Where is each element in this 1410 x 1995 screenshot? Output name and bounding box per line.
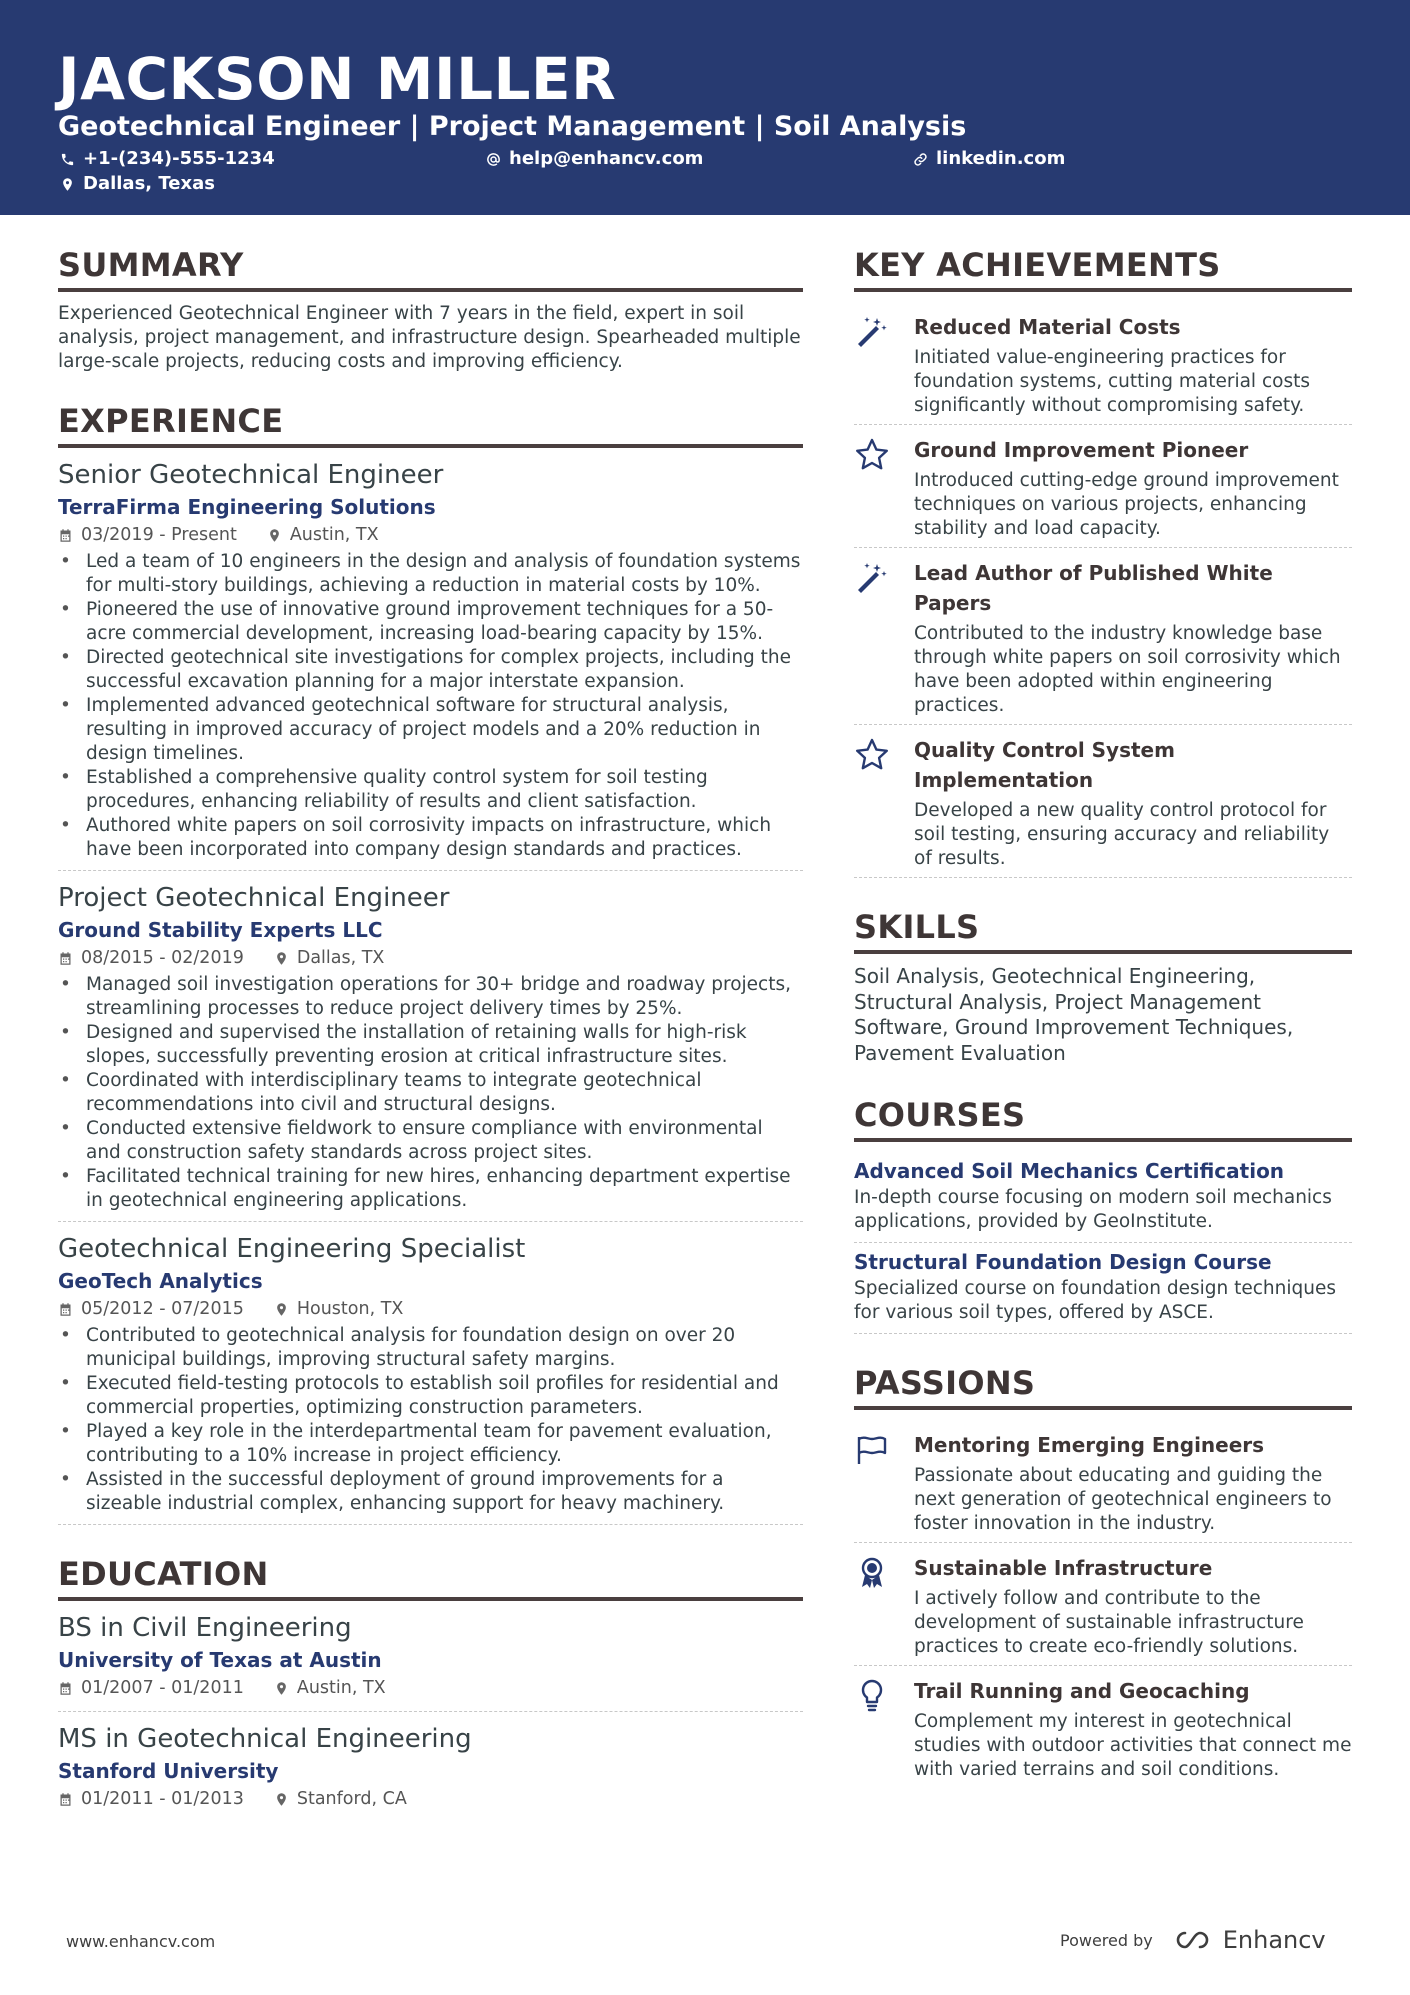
magic-wand-icon — [854, 314, 890, 350]
footer-branding — [1060, 1926, 1326, 1954]
contact-email-text: help@enhancv.com — [509, 148, 704, 169]
job-dates: 05/2012 - 07/2015 — [81, 1299, 244, 1319]
calendar-icon — [58, 951, 73, 966]
achievement-desc: Initiated value-engineering practices for foundation systems, cutting material costs significantly without compromising safety. — [914, 347, 1310, 416]
candidate-tagline: Geotechnical Engineer | Project Management | Soil Analysis — [58, 111, 967, 142]
location-pin-icon — [274, 1302, 289, 1317]
job-bullet: • Established a comprehensive quality control system for soil testing procedures, enhancing reliability of results and client satisfaction. — [58, 766, 803, 814]
location-pin-icon — [274, 1681, 289, 1696]
job-bullets — [58, 1324, 803, 1516]
job-bullet: • Facilitated technical training for new hires, enhancing department expertise in geotechnical engineering applications. — [58, 1165, 803, 1213]
passion-item — [854, 1543, 1352, 1666]
education-meta — [58, 1675, 803, 1701]
experience-entry — [58, 881, 803, 1222]
award-ribbon-icon — [854, 1555, 890, 1591]
passion-title: Sustainable Infrastructure — [914, 1556, 1213, 1580]
achievement-desc: Contributed to the industry knowledge base through white papers on soil corrosivity which have been adopted within engineering practices. — [914, 623, 1341, 716]
brand-name: Enhancv — [1222, 1926, 1326, 1954]
enhancv-logo-icon — [1171, 1928, 1215, 1952]
job-dates: 08/2015 - 02/2019 — [81, 948, 244, 968]
left-column — [58, 244, 803, 1832]
passion-desc: Passionate about educating and guiding the next generation of geotechnical engineers to foster innovation in the industry. — [914, 1465, 1332, 1534]
course-desc: In-depth course focusing on modern soil mechanics applications, provided by GeoInstitute. — [854, 1187, 1332, 1232]
job-meta — [58, 1296, 803, 1322]
job-bullet: • Coordinated with interdisciplinary teams to integrate geotechnical recommendations into civil and structural designs. — [58, 1069, 803, 1117]
achievement-desc: Introduced cutting-edge ground improvement techniques on various projects, enhancing stability and load capacity. — [914, 470, 1339, 539]
job-meta — [58, 945, 803, 971]
at-sign-icon — [486, 152, 501, 167]
job-role: Geotechnical Engineering Specialist — [58, 1234, 526, 1264]
achievement-item — [854, 425, 1352, 548]
job-bullet: • Assisted in the successful deployment of ground improvements for a sizeable industrial complex, enhancing support for heavy machinery. — [58, 1468, 803, 1516]
skills-heading: SKILLS — [854, 906, 1352, 954]
job-role: Senior Geotechnical Engineer — [58, 460, 444, 490]
contact-location — [60, 172, 215, 196]
star-icon — [854, 437, 890, 473]
job-bullet: • Designed and supervised the installation of retaining walls for high-risk slopes, successfully preventing erosion at critical infrastructure sites. — [58, 1021, 803, 1069]
powered-by-label: Powered by — [1060, 1930, 1153, 1950]
location-pin-icon — [274, 951, 289, 966]
lightbulb-icon — [854, 1678, 890, 1714]
job-bullet: • Conducted extensive fieldwork to ensure compliance with environmental and construction safety standards across project sites. — [58, 1117, 803, 1165]
job-bullet: • Authored white papers on soil corrosivity impacts on infrastructure, which have been incorporated into company design standards and practices. — [58, 814, 803, 862]
achievement-title: Lead Author of Published White Papers — [914, 561, 1273, 615]
job-bullet: • Directed geotechnical site investigations for complex projects, including the successful excavation planning for a major interstate expansion. — [58, 646, 803, 694]
education-dates: 01/2007 - 01/2011 — [81, 1678, 244, 1698]
location-pin-icon — [267, 528, 282, 543]
education-entry — [58, 1722, 803, 1822]
calendar-icon — [58, 528, 73, 543]
job-bullet: • Managed soil investigation operations for 30+ bridge and roadway projects, streamlining processes to reduce project delivery times by 25%. — [58, 973, 803, 1021]
skills-list: Soil Analysis, Geotechnical Engineering, Structural Analysis, Project Management Software, Ground Improvement Techniques, Pavement Evaluation — [854, 964, 1294, 1065]
education-heading: EDUCATION — [58, 1553, 803, 1601]
job-bullet: • Implemented advanced geotechnical software for structural analysis, resulting in improved accuracy of project models and a 20% reduction in design timelines. — [58, 694, 803, 766]
achievement-desc: Developed a new quality control protocol for soil testing, ensuring accuracy and reliability of results. — [914, 800, 1330, 869]
achievement-title: Reduced Material Costs — [914, 315, 1181, 339]
achievement-title: Quality Control System Implementation — [914, 738, 1175, 792]
contact-email[interactable] — [486, 147, 703, 171]
job-location: Dallas, TX — [296, 948, 385, 968]
education-location: Stanford, CA — [296, 1789, 407, 1809]
job-role: Project Geotechnical Engineer — [58, 883, 450, 913]
passions-heading: PASSIONS — [854, 1362, 1352, 1410]
job-company: Ground Stability Experts LLC — [58, 918, 383, 942]
job-company: TerraFirma Engineering Solutions — [58, 495, 436, 519]
location-pin-icon — [60, 177, 75, 192]
contact-location-text: Dallas, Texas — [83, 173, 215, 194]
contact-linkedin-text: linkedin.com — [936, 148, 1066, 169]
education-degree: MS in Geotechnical Engineering — [58, 1724, 472, 1754]
right-column — [854, 244, 1352, 1788]
education-dates: 01/2011 - 01/2013 — [81, 1789, 244, 1809]
passion-title: Trail Running and Geocaching — [914, 1679, 1250, 1703]
calendar-icon — [58, 1792, 73, 1807]
location-pin-icon — [274, 1792, 289, 1807]
contact-linkedin[interactable] — [913, 147, 1065, 171]
job-bullets — [58, 550, 803, 862]
passion-desc: I actively follow and contribute to the development of sustainable infrastructure practices to create eco-friendly solutions. — [914, 1588, 1304, 1657]
contact-phone[interactable] — [60, 147, 275, 171]
job-bullet: • Played a key role in the interdepartmental team for pavement evaluation, contributing to a 10% increase in project efficiency. — [58, 1420, 803, 1468]
calendar-icon — [58, 1681, 73, 1696]
passion-item — [854, 1666, 1352, 1788]
job-location: Austin, TX — [289, 525, 379, 545]
passion-title: Mentoring Emerging Engineers — [914, 1433, 1265, 1457]
job-location: Houston, TX — [296, 1299, 404, 1319]
flag-icon — [854, 1432, 890, 1468]
achievement-item — [854, 725, 1352, 878]
job-bullet: • Executed field-testing protocols to establish soil profiles for residential and commercial properties, optimizing construction parameters. — [58, 1372, 803, 1420]
contact-phone-text: +1-(234)-555-1234 — [83, 148, 275, 169]
course-title: Structural Foundation Design Course — [854, 1250, 1272, 1274]
calendar-icon — [58, 1302, 73, 1317]
education-meta — [58, 1786, 803, 1812]
enhancv-logo[interactable] — [1171, 1926, 1326, 1954]
education-school: University of Texas at Austin — [58, 1648, 382, 1672]
education-degree: BS in Civil Engineering — [58, 1613, 352, 1643]
course-desc: Specialized course on foundation design techniques for various soil types, offered by ASCE. — [854, 1278, 1336, 1323]
course-item — [854, 1243, 1352, 1334]
course-item — [854, 1152, 1352, 1243]
job-meta — [58, 522, 803, 548]
education-location: Austin, TX — [296, 1678, 386, 1698]
job-bullet: • Led a team of 10 engineers in the design and analysis of foundation systems for multi-story buildings, achieving a reduction in material costs by 10%. — [58, 550, 803, 598]
summary-heading: SUMMARY — [58, 244, 803, 292]
star-icon — [854, 737, 890, 773]
passion-item — [854, 1420, 1352, 1543]
candidate-name: JACKSON MILLER — [58, 45, 617, 113]
footer-website[interactable]: www.enhancv.com — [66, 1932, 216, 1951]
experience-heading: EXPERIENCE — [58, 400, 803, 448]
achievement-item — [854, 548, 1352, 725]
experience-entry — [58, 458, 803, 871]
achievement-title: Ground Improvement Pioneer — [914, 438, 1249, 462]
experience-entry — [58, 1232, 803, 1525]
job-bullet: • Pioneered the use of innovative ground improvement techniques for a 50-acre commercial development, increasing load-bearing capacity by 15%. — [58, 598, 803, 646]
magic-wand-icon — [854, 560, 890, 596]
summary-text: Experienced Geotechnical Engineer with 7 years in the field, expert in soil analysis, project management, and infrastructure design. Spearheaded multiple large-scale projects, reducing costs and improving efficiency. — [58, 303, 801, 372]
job-dates: 03/2019 - Present — [81, 525, 237, 545]
job-bullet: • Contributed to geotechnical analysis for foundation design on over 20 municipal buildings, improving structural safety margins. — [58, 1324, 803, 1372]
passion-desc: Complement my interest in geotechnical studies with outdoor activities that connect me with varied terrains and soil conditions. — [914, 1711, 1352, 1780]
course-title: Advanced Soil Mechanics Certification — [854, 1159, 1285, 1183]
education-entry — [58, 1611, 803, 1712]
achievement-item — [854, 302, 1352, 425]
job-bullets — [58, 973, 803, 1213]
achievements-heading: KEY ACHIEVEMENTS — [854, 244, 1352, 292]
phone-icon — [60, 152, 75, 167]
job-company: GeoTech Analytics — [58, 1269, 263, 1293]
resume-header — [0, 0, 1410, 215]
link-icon — [913, 152, 928, 167]
education-school: Stanford University — [58, 1759, 279, 1783]
courses-heading: COURSES — [854, 1094, 1352, 1142]
